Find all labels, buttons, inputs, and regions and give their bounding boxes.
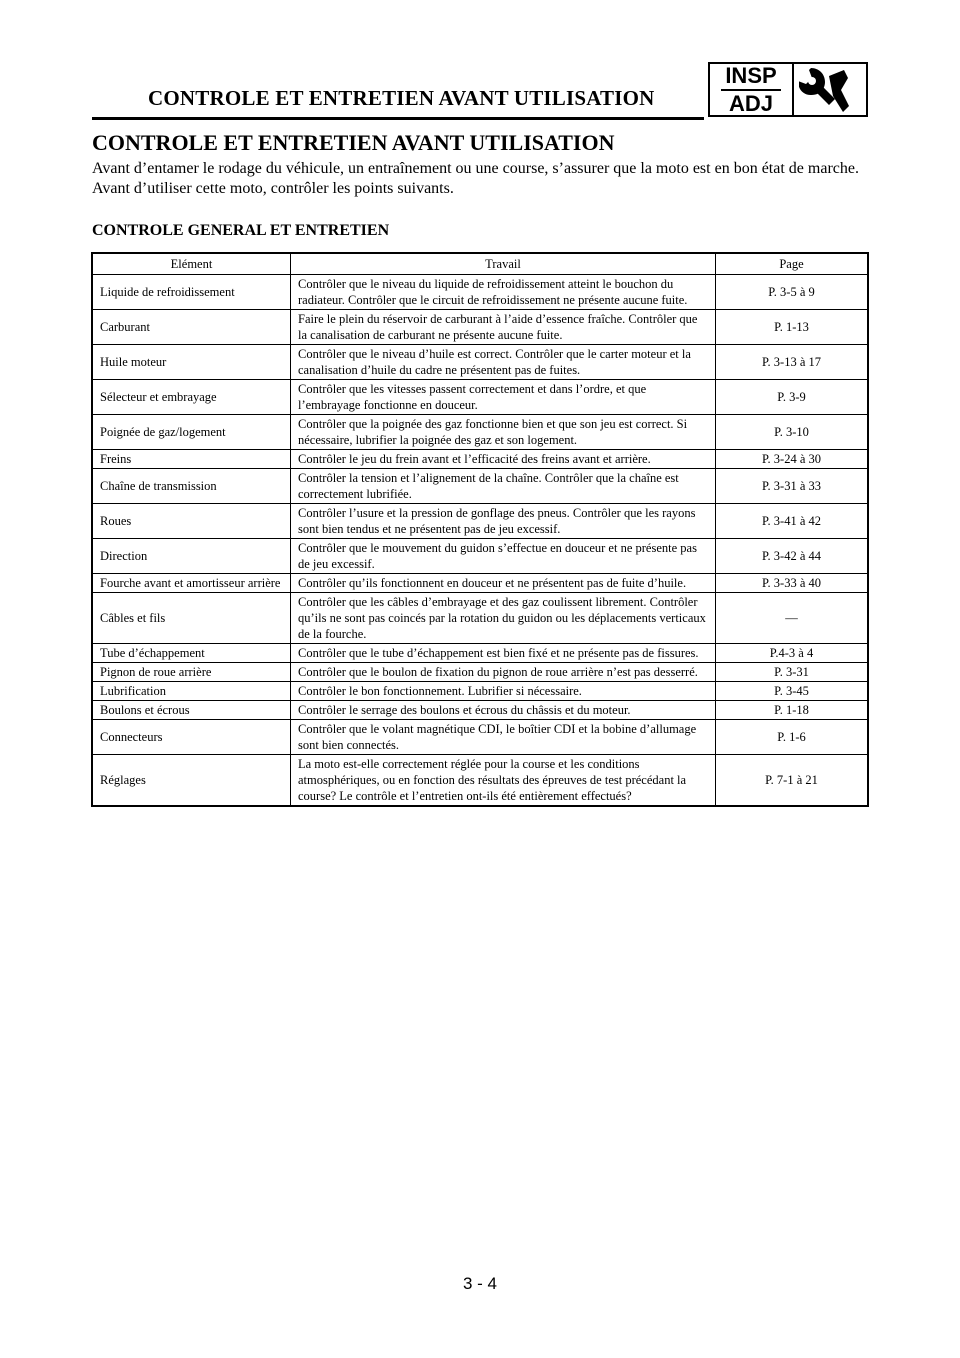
cell-travail: Contrôler que les vitesses passent correctement et dans l’ordre, et que l’embrayage fonctionne en douceur. xyxy=(291,380,716,415)
cell-element: Lubrification xyxy=(92,682,291,701)
cell-travail: Contrôler que le niveau d’huile est correct. Contrôler que le carter moteur et la canalisation d’huile du cadre ne présentent pas de fuites. xyxy=(291,345,716,380)
insp-adj-badge xyxy=(708,62,868,117)
header-travail: Travail xyxy=(291,253,716,275)
table-row xyxy=(92,701,868,720)
cell-element: Fourche avant et amortisseur arrière xyxy=(92,574,291,593)
table-row xyxy=(92,574,868,593)
cell-element: Roues xyxy=(92,504,291,539)
cell-travail: Contrôler le bon fonctionnement. Lubrifier si nécessaire. xyxy=(291,682,716,701)
intro-text xyxy=(92,159,872,199)
cell-travail: Contrôler que le boulon de fixation du pignon de roue arrière n’est pas desserré. xyxy=(291,663,716,682)
cell-page: — xyxy=(716,593,869,644)
cell-travail: Contrôler que la poignée des gaz fonctionne bien et que son jeu est correct. Si nécessaire, lubrifier la poignée des gaz et son logement. xyxy=(291,415,716,450)
table-row xyxy=(92,380,868,415)
badge-bottom-label: ADJ xyxy=(728,90,773,116)
cell-element: Poignée de gaz/logement xyxy=(92,415,291,450)
cell-page: P. 1-18 xyxy=(716,701,869,720)
header-element: Elément xyxy=(92,253,291,275)
cell-element: Direction xyxy=(92,539,291,574)
cell-travail: Faire le plein du réservoir de carburant à l’aide d’essence fraîche. Contrôler que la canalisation de carburant ne présente aucune fuite. xyxy=(291,310,716,345)
cell-element: Tube d’échappement xyxy=(92,644,291,663)
cell-element: Freins xyxy=(92,450,291,469)
table-row xyxy=(92,682,868,701)
cell-page: P. 3-42 à 44 xyxy=(716,539,869,574)
table-row xyxy=(92,644,868,663)
table-row xyxy=(92,310,868,345)
table-row xyxy=(92,415,868,450)
cell-page: P. 1-13 xyxy=(716,310,869,345)
cell-element: Boulons et écrous xyxy=(92,701,291,720)
table-header-row xyxy=(92,253,868,275)
cell-page: P. 3-33 à 40 xyxy=(716,574,869,593)
page-title: CONTROLE ET ENTRETIEN AVANT UTILISATION xyxy=(92,130,615,155)
page-number: 3 - 4 xyxy=(462,1274,498,1293)
cell-element: Liquide de refroidissement xyxy=(92,275,291,310)
cell-travail: Contrôler que les câbles d’embrayage et des gaz coulissent librement. Contrôler qu’ils ne sont pas coincés par la rotation du guidon ou les déplacements verticaux de la fourche. xyxy=(291,593,716,644)
cell-element: Câbles et fils xyxy=(92,593,291,644)
cell-page: P. 3-31 xyxy=(716,663,869,682)
maintenance-table xyxy=(91,252,869,807)
header-title: CONTROLE ET ENTRETIEN AVANT UTILISATION xyxy=(148,86,655,110)
cell-element: Réglages xyxy=(92,755,291,807)
table-row xyxy=(92,539,868,574)
cell-travail: Contrôler l’usure et la pression de gonflage des pneus. Contrôler que les rayons sont bien tendus et ne présentent pas de jeu excessif. xyxy=(291,504,716,539)
badge-top-label: INSP xyxy=(725,62,777,88)
cell-travail: Contrôler que le volant magnétique CDI, le boîtier CDI et la bobine d’allumage sont bien connectés. xyxy=(291,720,716,755)
cell-page: P. 3-10 xyxy=(716,415,869,450)
cell-page: P. 1-6 xyxy=(716,720,869,755)
table-row xyxy=(92,504,868,539)
cell-page: P. 3-41 à 42 xyxy=(716,504,869,539)
cell-travail: Contrôler la tension et l’alignement de la chaîne. Contrôler que la chaîne est correctement lubrifiée. xyxy=(291,469,716,504)
table-row xyxy=(92,450,868,469)
cell-element: Chaîne de transmission xyxy=(92,469,291,504)
cell-element: Carburant xyxy=(92,310,291,345)
badge-text xyxy=(710,64,794,115)
cell-page: P. 3-13 à 17 xyxy=(716,345,869,380)
cell-travail: Contrôler que le mouvement du guidon s’effectue en douceur et ne présente pas de jeu excessif. xyxy=(291,539,716,574)
section-subtitle: CONTROLE GENERAL ET ENTRETIEN xyxy=(92,222,390,239)
cell-element: Huile moteur xyxy=(92,345,291,380)
cell-page: P. 7-1 à 21 xyxy=(716,755,869,807)
cell-travail: Contrôler qu’ils fonctionnent en douceur et ne présentent pas de fuite d’huile. xyxy=(291,574,716,593)
cell-travail: La moto est-elle correctement réglée pour la course et les conditions atmosphériques, ou en fonction des résultats des épreuves de test précédant la course? Le contrôle et l’entretien ont-ils été entièrement effectués? xyxy=(291,755,716,807)
table-row xyxy=(92,755,868,807)
cell-page: P.4-3 à 4 xyxy=(716,644,869,663)
cell-travail: Contrôler le serrage des boulons et écrous du châssis et du moteur. xyxy=(291,701,716,720)
cell-element: Connecteurs xyxy=(92,720,291,755)
cell-page: P. 3-5 à 9 xyxy=(716,275,869,310)
table-row xyxy=(92,275,868,310)
wrench-icon xyxy=(794,64,866,115)
header-page: Page xyxy=(716,253,869,275)
cell-page: P. 3-31 à 33 xyxy=(716,469,869,504)
cell-travail: Contrôler que le tube d’échappement est bien fixé et ne présente pas de fissures. xyxy=(291,644,716,663)
intro-paragraph-1: Avant d’entamer le rodage du véhicule, un entraînement ou une course, s’assurer que la moto est en bon état de marche. xyxy=(92,160,859,177)
table-row xyxy=(92,345,868,380)
cell-element: Sélecteur et embrayage xyxy=(92,380,291,415)
cell-travail: Contrôler le jeu du frein avant et l’efficacité des freins avant et arrière. xyxy=(291,450,716,469)
header-rule xyxy=(92,117,704,120)
cell-element: Pignon de roue arrière xyxy=(92,663,291,682)
cell-page: P. 3-9 xyxy=(716,380,869,415)
cell-travail: Contrôler que le niveau du liquide de refroidissement atteint le bouchon du radiateur. Contrôler que le circuit de refroidissement ne présente aucune fuite. xyxy=(291,275,716,310)
table-row xyxy=(92,720,868,755)
intro-paragraph-2: Avant d’utiliser cette moto, contrôler les points suivants. xyxy=(92,180,454,197)
table-row xyxy=(92,663,868,682)
cell-page: P. 3-24 à 30 xyxy=(716,450,869,469)
table-row xyxy=(92,469,868,504)
table-row xyxy=(92,593,868,644)
cell-page: P. 3-45 xyxy=(716,682,869,701)
